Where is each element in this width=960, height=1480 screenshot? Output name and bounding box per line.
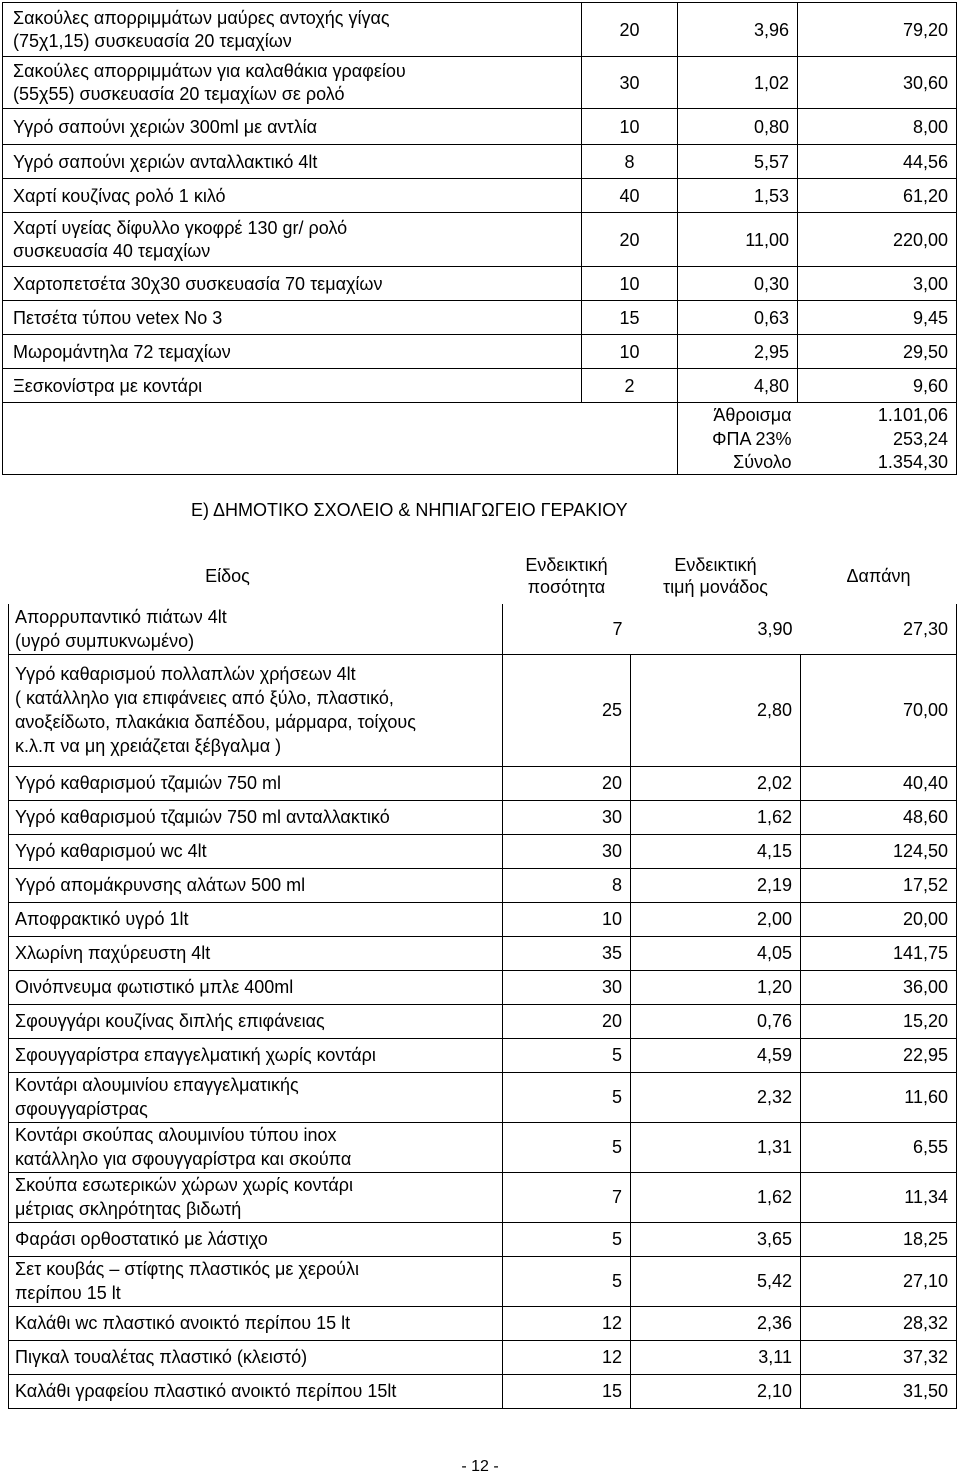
item-unit-price: 1,62 [631,800,801,834]
item-description-line: Υγρό απομάκρυνσης αλάτων 500 ml [15,875,306,895]
item-total: 9,45 [798,301,957,335]
item-description-line: μέτριας σκληρότητας βιδωτή [15,1199,242,1219]
item-description-line: Υγρό καθαρισμού πολλαπλών χρήσεων 4lt [15,664,356,684]
header-qty-line: Ενδεικτική [525,555,608,575]
item-description-line: Καλάθι γραφείου πλαστικό ανοικτό περίπου 15lt [15,1381,397,1401]
item-quantity: 8 [503,868,631,902]
item-total: 30,60 [798,57,957,109]
header-price-line: τιμή μονάδος [663,577,768,597]
item-description-line: συσκευασία 40 τεμαχίων [13,240,211,261]
item-unit-price: 11,00 [678,213,798,267]
header-item: Είδος [205,566,250,586]
summary-blank-cell [3,403,678,475]
item-description-line: Χαρτοπετσέτα 30χ30 συσκευασία 70 τεμαχίων [13,273,383,294]
item-total: 31,50 [801,1374,957,1408]
item-unit-price: 3,96 [678,3,798,57]
item-description-line: Κοντάρι σκούπας αλουμινίου τύπου inox [15,1125,337,1145]
item-description-line: Υγρό καθαρισμού τζαμιών 750 ml ανταλλακτικό [15,807,390,827]
item-unit-price: 2,00 [631,902,801,936]
item-description [9,1072,503,1122]
header-price-line: Ενδεικτική [674,555,757,575]
item-quantity: 10 [503,902,631,936]
table-row [9,1122,957,1172]
item-description [3,335,582,369]
summary-label: Σύνολο [678,451,798,475]
item-quantity: 5 [503,1072,631,1122]
item-total: 28,32 [801,1306,957,1340]
table-row [9,1038,957,1072]
item-unit-price: 3,65 [631,1222,801,1256]
item-description-line: Απορρυπαντικό πιάτων 4lt [15,606,227,627]
item-total: 48,60 [801,800,957,834]
item-description [9,1306,503,1340]
item-unit-price: 4,59 [631,1038,801,1072]
header-qty-line: ποσότητα [527,577,606,597]
table-row [3,335,957,369]
item-description [9,1122,503,1172]
header-price [631,548,801,604]
item-unit-price: 0,80 [678,109,798,145]
item-quantity: 7 [503,604,631,654]
item-description [9,654,503,766]
summary-row [3,403,957,427]
item-description [9,1222,503,1256]
item-unit-price: 4,15 [631,834,801,868]
item-quantity: 15 [503,1374,631,1408]
item-unit-price: 0,30 [678,267,798,301]
item-description-line: περίπου 15 lt [15,1283,121,1303]
table-row [9,1222,957,1256]
item-description [3,57,582,109]
item-quantity: 10 [582,267,678,301]
item-description [9,868,503,902]
table-row [3,3,957,57]
item-description-line: ανοξείδωτο, πλακάκια δαπέδου, μάρμαρα, τοίχους [15,712,416,732]
table-row [9,1306,957,1340]
item-unit-price: 2,19 [631,868,801,902]
item-description [9,1256,503,1306]
item-total: 9,60 [798,369,957,403]
table-row [9,936,957,970]
item-unit-price: 2,32 [631,1072,801,1122]
item-description-line: κατάλληλο για σφουγγαρίστρα και σκούπα [15,1149,352,1169]
item-quantity: 12 [503,1306,631,1340]
item-description-line: Υγρό καθαρισμού τζαμιών 750 ml [15,773,282,793]
item-unit-price: 4,80 [678,369,798,403]
item-total: 11,60 [801,1072,957,1122]
item-description [9,604,503,654]
table-row [9,654,957,766]
item-description-line: Καλάθι wc πλαστικό ανοικτό περίπου 15 lt [15,1313,351,1333]
item-description [9,766,503,800]
item-quantity: 2 [582,369,678,403]
item-total: 70,00 [801,654,957,766]
item-unit-price: 2,10 [631,1374,801,1408]
item-total: 220,00 [798,213,957,267]
table-row [9,1172,957,1222]
item-quantity: 15 [582,301,678,335]
summary-label: Άθροισμα [678,403,798,427]
item-unit-price: 1,53 [678,179,798,213]
table-header-row [9,548,957,604]
item-total: 141,75 [801,936,957,970]
item-total: 36,00 [801,970,957,1004]
item-total: 29,50 [798,335,957,369]
item-description [9,800,503,834]
item-description [3,301,582,335]
item-unit-price: 1,31 [631,1122,801,1172]
table-row [3,267,957,301]
item-total: 11,34 [801,1172,957,1222]
summary-value: 1.101,06 [798,403,957,427]
item-description-line: Σκούπα εσωτερικών χώρων χωρίς κοντάρι [15,1175,354,1195]
item-quantity: 10 [582,109,678,145]
item-quantity: 5 [503,1222,631,1256]
summary-value: 1.354,30 [798,451,957,475]
item-description-line: Πιγκαλ τουαλέτας πλαστικό (κλειστό) [15,1347,308,1367]
item-description-line: Σφουγγάρι κουζίνας διπλής επιφάνειας [15,1011,325,1031]
item-total: 37,32 [801,1340,957,1374]
item-total: 79,20 [798,3,957,57]
header-total: Δαπάνη [846,566,911,586]
supplies-table-1 [2,2,957,475]
item-description [9,1374,503,1408]
item-unit-price: 4,05 [631,936,801,970]
item-description-line: Σετ κουβάς – στίφτης πλαστικός με χερούλι [15,1259,359,1279]
item-total: 40,40 [801,766,957,800]
header-qty [503,548,631,604]
item-description-line: (75χ1,15) συσκευασία 20 τεμαχίων [13,30,292,51]
item-description-line: σφουγγαρίστρας [15,1099,148,1119]
item-description-line: Μωρομάντηλα 72 τεμαχίων [13,341,231,362]
table-row [3,145,957,179]
item-total: 20,00 [801,902,957,936]
item-total: 124,50 [801,834,957,868]
item-quantity: 35 [503,936,631,970]
item-description-line: (55χ55) συσκευασία 20 τεμαχίων σε ρολό [13,83,345,104]
item-description [3,267,582,301]
item-description [9,1340,503,1374]
item-description [9,1172,503,1222]
item-quantity: 20 [503,766,631,800]
item-description [3,3,582,57]
item-total: 27,30 [801,604,957,654]
item-description-line: Υγρό σαπούνι χεριών ανταλλακτικό 4lt [13,151,318,172]
item-total: 22,95 [801,1038,957,1072]
item-description-line: Κοντάρι αλουμινίου επαγγελματικής [15,1075,299,1095]
table-row [3,109,957,145]
item-quantity: 25 [503,654,631,766]
table-row [3,213,957,267]
item-description-line: Πετσέτα τύπου vetex No 3 [13,307,223,328]
table-row [9,1072,957,1122]
table-row [9,1256,957,1306]
item-total: 27,10 [801,1256,957,1306]
item-unit-price: 2,80 [631,654,801,766]
item-description-line: Χαρτί κουζίνας ρολό 1 κιλό [13,185,226,206]
table-row [3,301,957,335]
item-description [3,213,582,267]
item-total: 8,00 [798,109,957,145]
item-description-line: (υγρό συμπυκνωμένο) [15,630,195,651]
item-description-line: Ξεσκονίστρα με κοντάρι [13,375,203,396]
section-title-text: Ε) ΔΗΜΟΤΙΚΟ ΣΧΟΛΕΙΟ & ΝΗΠΙΑΓΩΓΕΙΟ ΓΕΡΑΚΙΟΥ [191,500,628,520]
item-description-line: Σακούλες απορριμμάτων για καλαθάκια γραφείου [13,60,406,81]
item-description-line: Υγρό καθαρισμού wc 4lt [15,841,207,861]
table-row [9,1340,957,1374]
item-quantity: 30 [582,57,678,109]
item-unit-price: 5,57 [678,145,798,179]
supplies-table-2 [8,548,957,1409]
table-row [9,970,957,1004]
table-row [9,604,957,654]
table-row [9,766,957,800]
item-quantity: 30 [503,970,631,1004]
item-description-line: Σακούλες απορριμμάτων μαύρες αντοχής γίγας [13,7,390,28]
item-quantity: 20 [503,1004,631,1038]
item-description [3,109,582,145]
item-quantity: 5 [503,1256,631,1306]
item-description [9,970,503,1004]
item-unit-price: 1,02 [678,57,798,109]
item-description-line: Σφουγγαρίστρα επαγγελματική χωρίς κοντάρι [15,1045,376,1065]
item-unit-price: 3,11 [631,1340,801,1374]
item-description [9,902,503,936]
table-row [9,834,957,868]
table-row [9,868,957,902]
table-row [9,902,957,936]
item-description-line: ( κατάλληλο για επιφάνειες από ξύλο, πλαστικό, [15,688,394,708]
item-total: 18,25 [801,1222,957,1256]
item-quantity: 20 [582,213,678,267]
item-unit-price: 2,02 [631,766,801,800]
item-quantity: 10 [582,335,678,369]
item-quantity: 30 [503,834,631,868]
item-description [9,834,503,868]
item-description-line: Χλωρίνη παχύρευστη 4lt [15,943,211,963]
item-description [3,145,582,179]
item-description-line: Οινόπνευμα φωτιστικό μπλε 400ml [15,977,294,997]
table-row [3,57,957,109]
item-description [9,1038,503,1072]
item-total: 15,20 [801,1004,957,1038]
item-quantity: 40 [582,179,678,213]
item-total: 17,52 [801,868,957,902]
table-row [3,179,957,213]
item-quantity: 30 [503,800,631,834]
item-quantity: 12 [503,1340,631,1374]
item-unit-price: 3,90 [631,604,801,654]
item-unit-price: 2,95 [678,335,798,369]
item-quantity: 5 [503,1038,631,1072]
item-quantity: 7 [503,1172,631,1222]
item-unit-price: 1,62 [631,1172,801,1222]
item-description [3,179,582,213]
item-description-line: Αποφρακτικό υγρό 1lt [15,909,189,929]
item-description [9,1004,503,1038]
item-total: 61,20 [798,179,957,213]
summary-label: ΦΠΑ 23% [678,427,798,451]
item-total: 3,00 [798,267,957,301]
summary-value: 253,24 [798,427,957,451]
table-row [9,1374,957,1408]
item-unit-price: 0,76 [631,1004,801,1038]
item-quantity: 8 [582,145,678,179]
table-row [9,1004,957,1038]
item-description [3,369,582,403]
item-unit-price: 2,36 [631,1306,801,1340]
table-row [9,800,957,834]
item-description-line: Χαρτί υγείας δίφυλλο γκοφρέ 130 gr/ ρολό [13,217,348,238]
item-description-line: κ.λ.π να μη χρειάζεται ξέβγαλμα ) [15,736,282,756]
item-quantity: 20 [582,3,678,57]
item-description-line: Φαράσι ορθοστατικό με λάστιχο [15,1229,268,1249]
item-total: 6,55 [801,1122,957,1172]
item-unit-price: 0,63 [678,301,798,335]
item-description-line: Υγρό σαπούνι χεριών 300ml με αντλία [13,116,318,137]
item-description [9,936,503,970]
item-total: 44,56 [798,145,957,179]
item-quantity: 5 [503,1122,631,1172]
item-unit-price: 5,42 [631,1256,801,1306]
item-unit-price: 1,20 [631,970,801,1004]
table-row [3,369,957,403]
page-number: - 12 - [461,1458,499,1475]
